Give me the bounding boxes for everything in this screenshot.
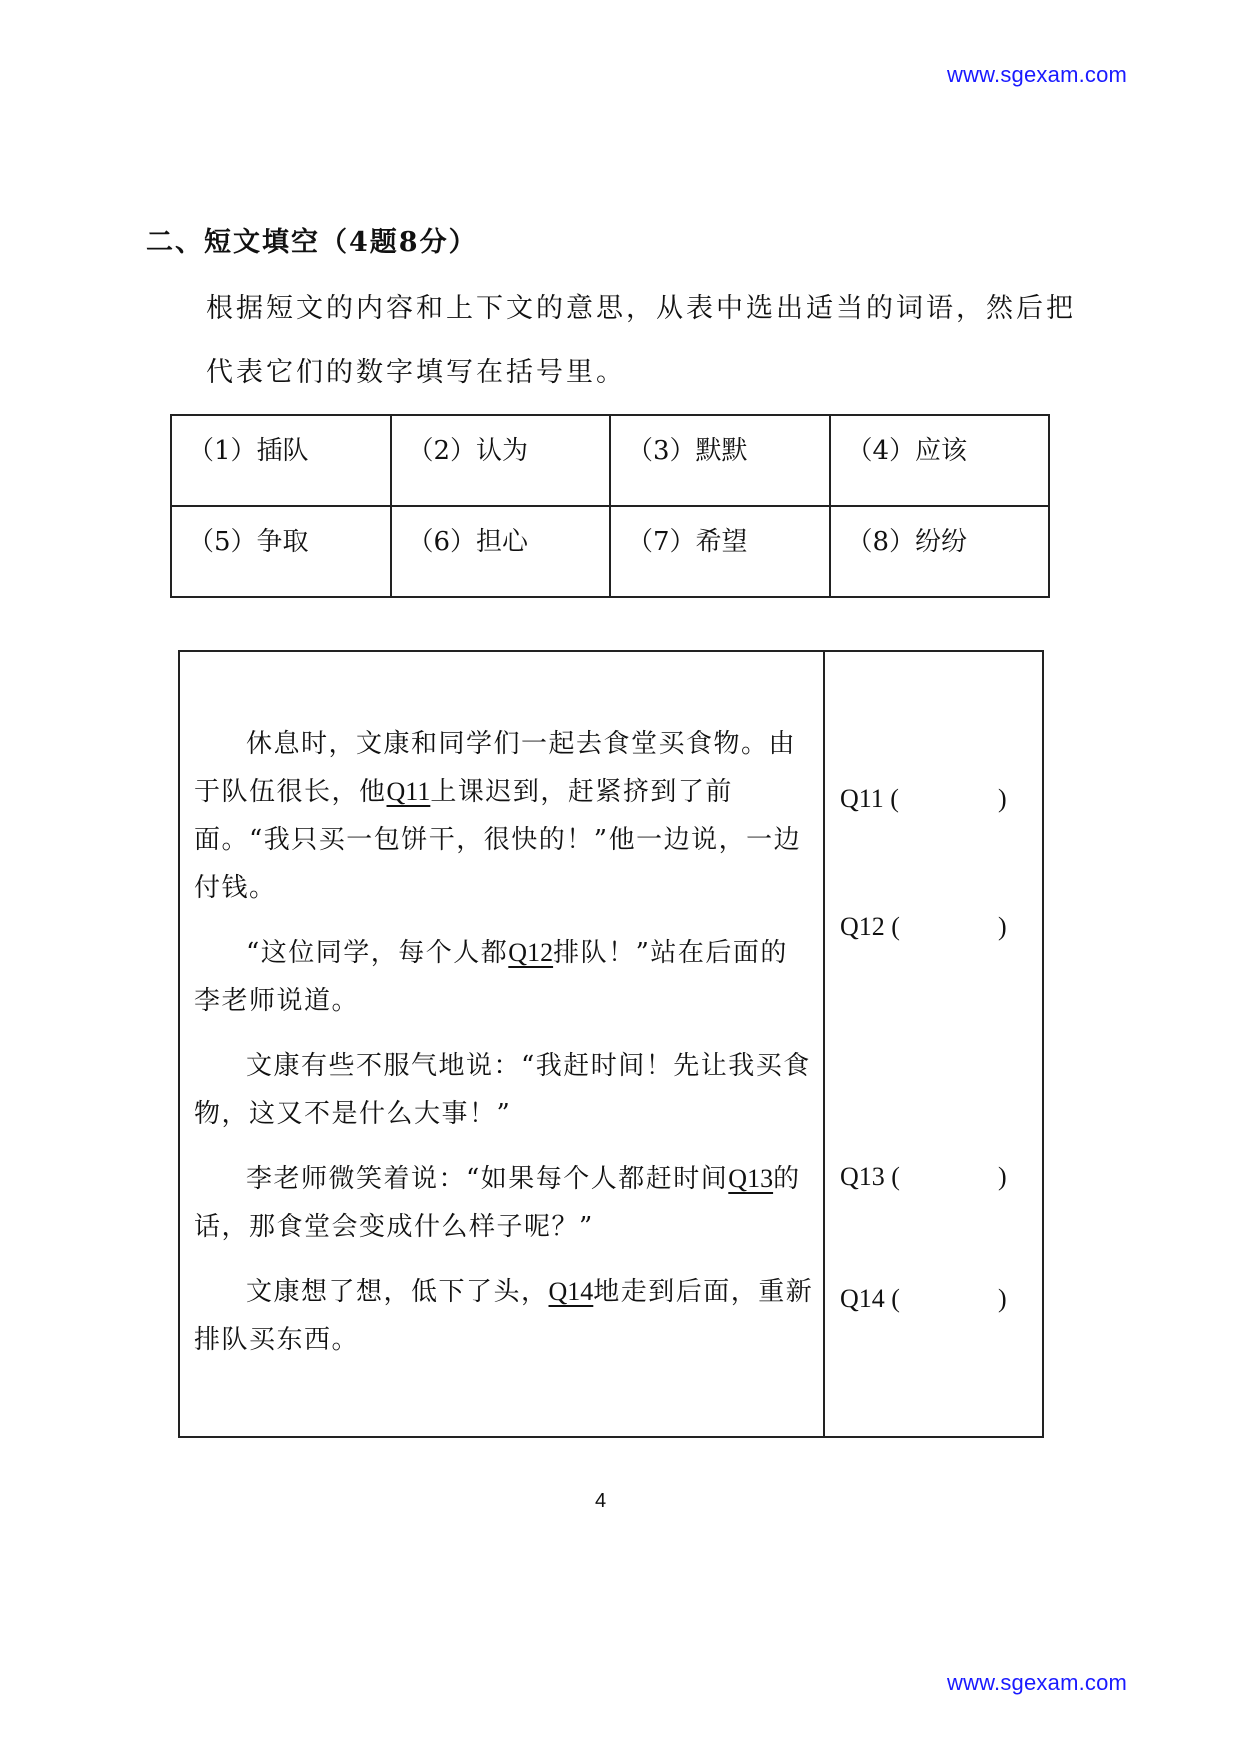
word-bank-row: [171, 415, 1049, 506]
word-bank-row: [171, 506, 1049, 597]
answer-slot-q12[interactable]: [840, 912, 1030, 942]
page-number: 4: [595, 1490, 607, 1512]
instruction-line-1: 根据短文的内容和上下文的意思，从表中选出适当的词语，然后把: [206, 293, 1076, 324]
word-option-8: （8）纷纷: [830, 506, 1050, 597]
word-bank-table: [170, 414, 1050, 598]
word-option-7: （7）希望: [610, 506, 830, 597]
passage-box: [178, 650, 1044, 1438]
passage-paragraph-5: [194, 1268, 814, 1364]
answer-slot-q14[interactable]: [840, 1284, 1030, 1314]
section-title: 二、短文填空（4题8分）: [146, 227, 478, 258]
answer-slot-q11[interactable]: [840, 784, 1030, 814]
word-option-3: （3）默默: [610, 415, 830, 506]
watermark-top: www.sgexam.com: [947, 62, 1128, 87]
text-segment: 地走到后面，重新排队买东西。: [194, 1277, 814, 1355]
blank-q14: Q14: [548, 1277, 594, 1306]
column-divider: [823, 652, 825, 1436]
answer-label: Q12 (: [840, 912, 900, 941]
blank-q11: Q11: [386, 777, 431, 806]
word-option-1: （1）插队: [171, 415, 391, 506]
answer-close-paren: ): [998, 1284, 1007, 1313]
word-option-4: （4）应该: [830, 415, 1050, 506]
blank-q13: Q13: [728, 1164, 774, 1193]
text-segment: 李老师微笑着说：“如果每个人都赶时间: [246, 1164, 729, 1194]
answer-label: Q14 (: [840, 1284, 900, 1313]
answer-slot-q13[interactable]: [840, 1162, 1030, 1192]
word-option-5: （5）争取: [171, 506, 391, 597]
word-option-2: （2）认为: [391, 415, 611, 506]
text-segment: 排队！”站在后面的李老师说道。: [194, 938, 788, 1016]
word-option-6: （6）担心: [391, 506, 611, 597]
passage-paragraph-3: [194, 1042, 814, 1138]
answer-label: Q13 (: [840, 1162, 900, 1191]
passage-paragraph-4: [194, 1155, 814, 1251]
answer-close-paren: ): [998, 912, 1007, 941]
blank-q12: Q12: [508, 938, 554, 967]
text-segment: 文康想了想，低下了头，: [246, 1277, 549, 1307]
instruction-line-2: 代表它们的数字填写在括号里。: [206, 357, 626, 388]
answer-label: Q11 (: [840, 784, 899, 813]
passage-text: [194, 720, 814, 1381]
text-segment: 休息时，文康和同学们一起去食堂买食物。由于队伍很长，他: [194, 729, 797, 807]
text-segment: “这位同学，每个人都: [246, 938, 509, 968]
passage-paragraph-1: [194, 720, 814, 912]
text-segment: 上课迟到，赶紧挤到了前面。“我只买一包饼干，很快的！”他一边说，一边付钱。: [194, 777, 802, 903]
text-segment: 文康有些不服气地说：“我赶时间！先让我买食物，这又不是什么大事！”: [194, 1051, 811, 1129]
text-segment: 的话，那食堂会变成什么样子呢？”: [194, 1164, 801, 1242]
passage-paragraph-2: [194, 929, 814, 1025]
answer-close-paren: ): [998, 1162, 1007, 1191]
watermark-bottom: www.sgexam.com: [947, 1670, 1128, 1695]
answer-close-paren: ): [998, 784, 1007, 813]
